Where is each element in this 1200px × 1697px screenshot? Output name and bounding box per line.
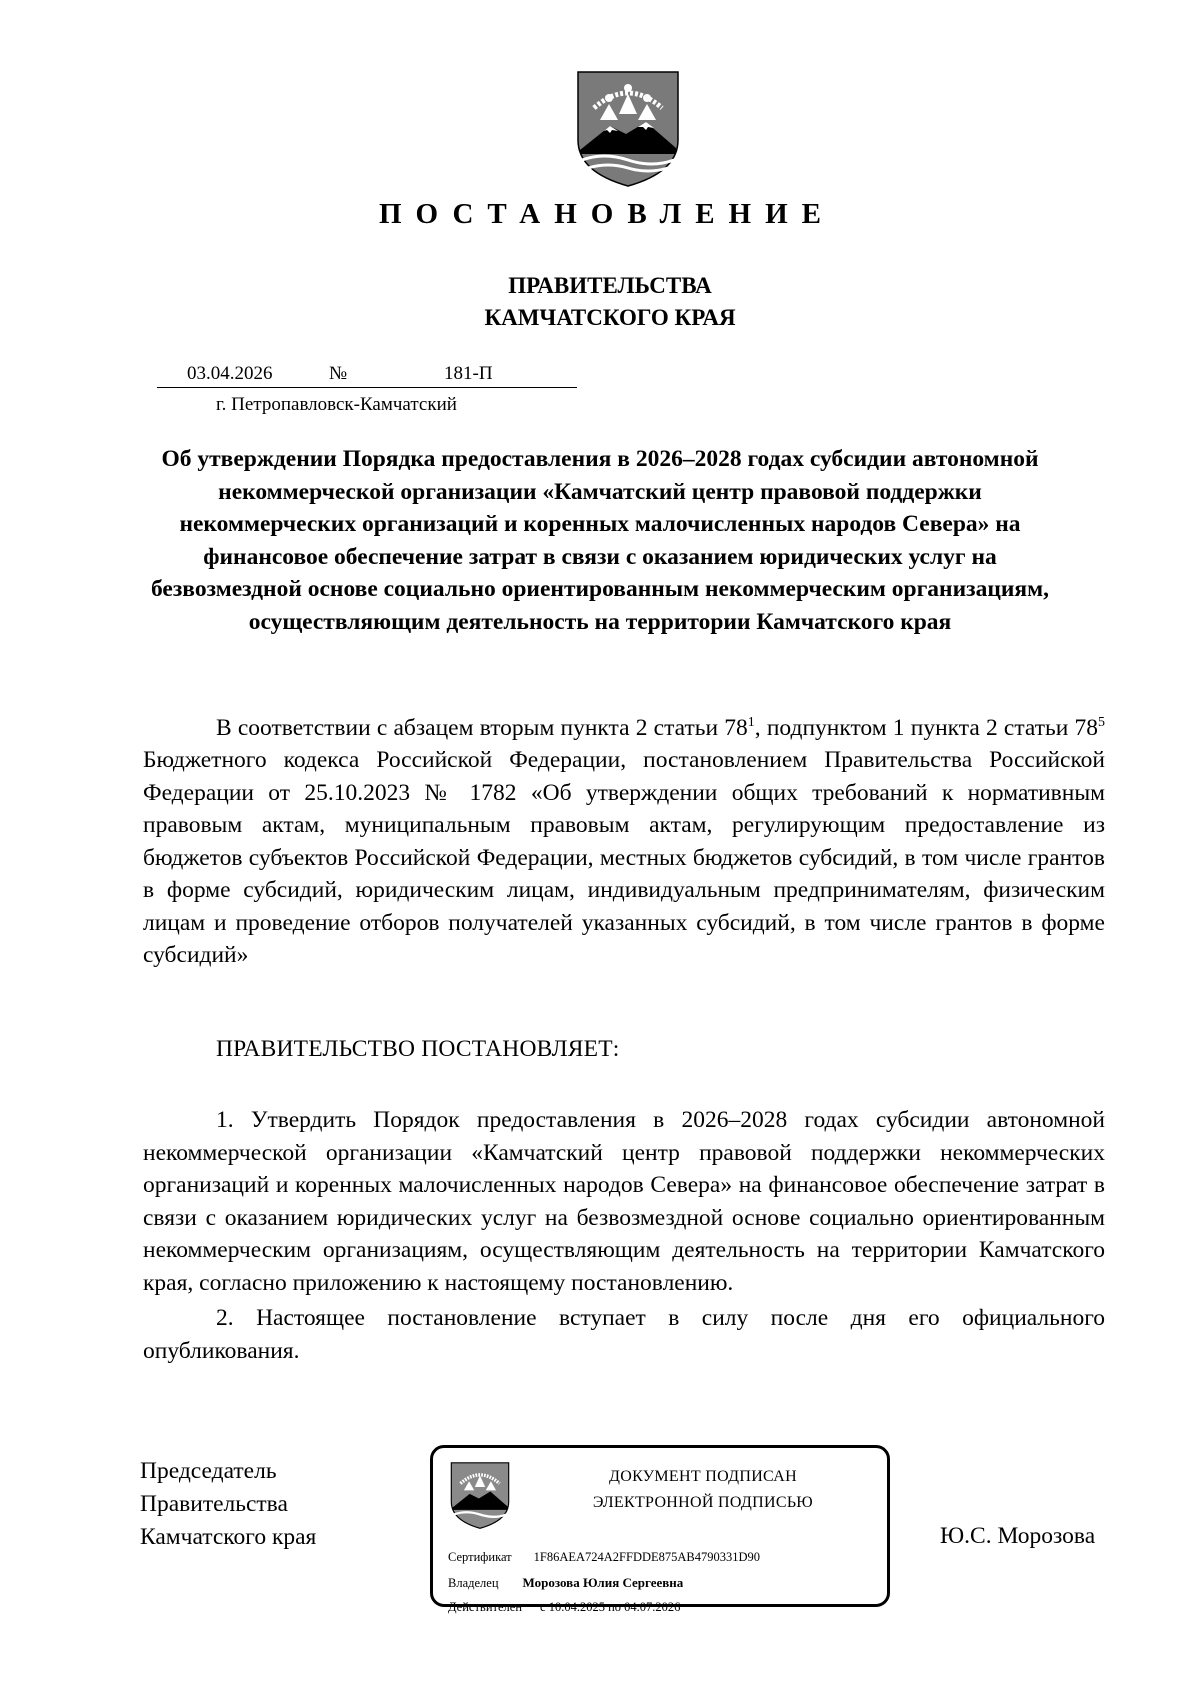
- certificate-label: Сертификат: [448, 1550, 512, 1564]
- signer-position-line-2: Правительства: [140, 1491, 288, 1517]
- signer-position-line-3: Камчатского края: [140, 1524, 317, 1550]
- document-title: Об утверждении Порядка предоставления в 2026–2028 годах субсидии автономной некоммерческой организации «Камчатский центр правовой поддержки некоммерческих организаций и коренных малочисленных народов Севера» на финансовое обеспечение затрат в связи с оказанием юридических услуг на безвозмездной основе социально ориентированным некоммерческим организациям, осуществляющим деятельность на территории Камчатского края: [150, 446, 1049, 635]
- coat-of-arms-emblem: [574, 68, 682, 188]
- owner-value: Морозова Юлия Сергеевна: [522, 1575, 684, 1590]
- issuing-authority: [0, 270, 1200, 334]
- validity-label: Действителен: [448, 1600, 523, 1614]
- preamble-part-1: В соответствии с абзацем вторым пункта 2 статьи 78: [216, 714, 748, 741]
- preamble-part-2: , подпунктом 1 пункта 2 статьи 78: [754, 714, 1098, 741]
- owner-label: Владелец: [448, 1576, 499, 1590]
- stamp-heading-line-1: ДОКУМЕНТ ПОДПИСАН: [609, 1468, 797, 1485]
- stamp-heading: [523, 1464, 883, 1516]
- preamble-paragraph: [143, 707, 1105, 972]
- stamp-validity-row: [448, 1600, 680, 1615]
- stamp-coat-of-arms-icon: [449, 1460, 511, 1530]
- decree-statement: ПРАВИТЕЛЬСТВО ПОСТАНОВЛЯЕТ:: [216, 1036, 620, 1062]
- document-type-heading: ПОСТАНОВЛЕНИЕ: [378, 198, 835, 230]
- document-date: 03.04.2026: [187, 363, 273, 384]
- authority-line-2: КАМЧАТСКОГО КРАЯ: [484, 305, 736, 330]
- decree-item-2-text: 2. Настоящее постановление вступает в силу после дня его официального опубликования.: [143, 1305, 1105, 1364]
- document-registration-line: [157, 363, 577, 388]
- decree-item-1: [143, 1104, 1105, 1299]
- signer-position-line-1: Председатель: [140, 1458, 277, 1484]
- authority-line-1: ПРАВИТЕЛЬСТВА: [508, 273, 712, 298]
- decree-item-1-text: 1. Утвердить Порядок предоставления в 2026–2028 годах субсидии автономной некоммерческой организации «Камчатский центр правовой поддержки некоммерческих организаций и коренных малочисленных народов Севера» на финансовое обеспечение затрат в связи с оказанием юридических услуг на безвозмездной основе социально ориентированным некоммерческим организациям, осуществляющим деятельность на территории Камчатского края, согласно приложению к настоящему постановлению.: [143, 1107, 1105, 1296]
- preamble-superscript-1: 1: [747, 715, 755, 730]
- preamble-superscript-2: 5: [1098, 715, 1105, 730]
- validity-value: с 10.04.2025 по 04.07.2026: [540, 1600, 681, 1614]
- stamp-owner-row: [448, 1575, 683, 1591]
- stamp-certificate-row: [448, 1550, 760, 1565]
- preamble-part-3: Бюджетного кодекса Российской Федерации, постановлением Правительства Российской Федерации от 25.10.2023 № 1782 «Об утверждении общих требований к нормативным правовым актам, муниципальным правовым актам, регулирующим предоставление из бюджетов субъектов Российской Федерации, местных бюджетов субсидий, в том числе грантов в форме субсидий, юридическим лицам, индивидуальным предпринимателям, физическим лицам и проведение отборов получателей указанных субсидий, в том числе грантов в форме субсидий»: [143, 747, 1105, 969]
- certificate-value: 1F86AEA724A2FFDDE875AB4790331D90: [533, 1550, 761, 1564]
- stamp-heading-line-2: ЭЛЕКТРОННОЙ ПОДПИСЬЮ: [592, 1494, 814, 1511]
- decree-item-2: [143, 1302, 1105, 1367]
- signer-position: [140, 1455, 316, 1554]
- signer-name: Ю.С. Морозова: [940, 1523, 1096, 1549]
- electronic-signature-stamp: [430, 1445, 890, 1614]
- document-number: 181-П: [444, 363, 493, 384]
- issuing-city: г. Петропавловск-Камчатский: [216, 394, 457, 415]
- document-number-label: №: [329, 363, 348, 384]
